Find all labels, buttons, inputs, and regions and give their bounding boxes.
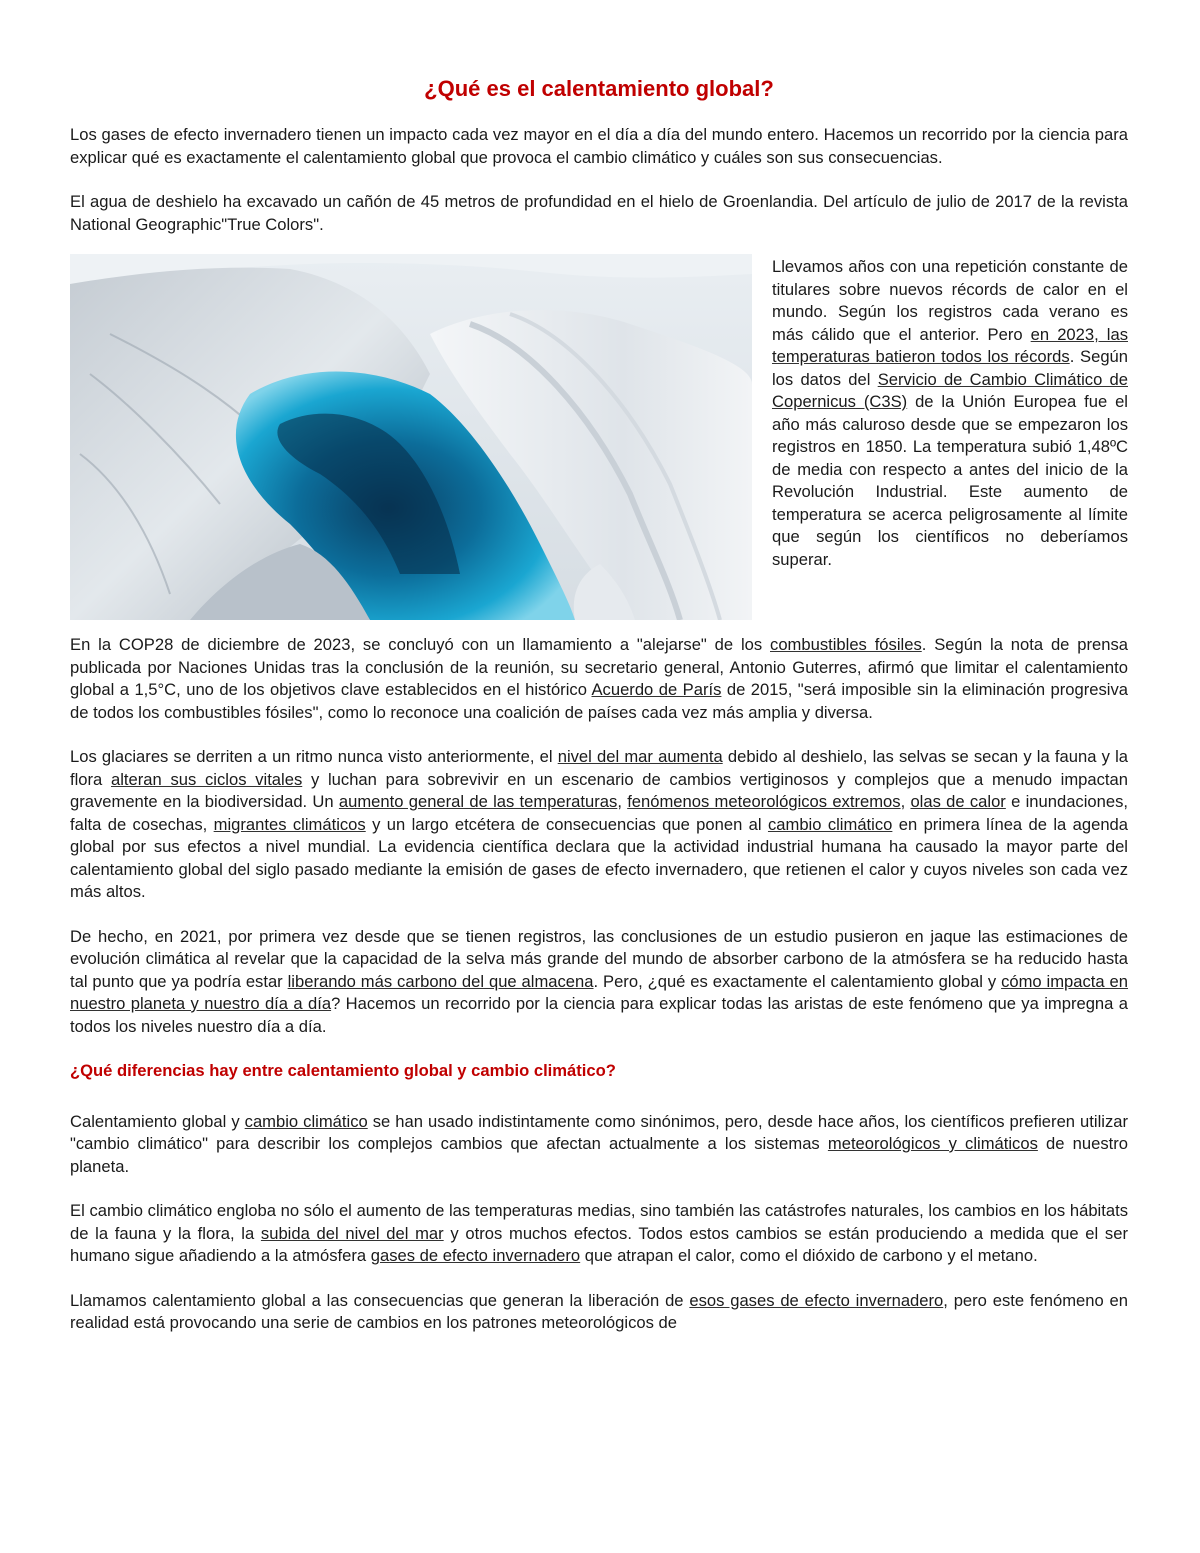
image-caption: El agua de deshielo ha excavado un cañón de 45 metros de profundidad en el hielo de Groenlandia. Del artículo de julio de 2017 de la revista National Geographic"True Colors". (70, 192, 1128, 234)
llamamos-paragraph (70, 1290, 1128, 1335)
link-migrantes-climaticos[interactable]: migrantes climáticos (213, 814, 366, 834)
text: y luchan para sobrevivir en un escenario de cambios vertiginosos y complejos que a menudo impactan gravemente en la biodiversidad. Un (70, 769, 1129, 811)
link-gases-efecto-invernadero[interactable]: gases de efecto invernadero (370, 1246, 581, 1265)
side-text-1: Llevamos años con una repetición constante de titulares sobre nuevos récords de calor en el mundo. Según los registros cada verano es más cálido que el anterior. Pero (772, 257, 1128, 344)
image-and-text-block (70, 254, 1128, 620)
side-text-2: . Según los datos del (772, 347, 1128, 389)
text: de 2015, "será imposible sin la eliminación progresiva de todos los combustibles fósiles", como lo reconoce una coalición de países cada vez más amplia y diversa. (70, 680, 1129, 722)
text: . Pero, ¿qué es exactamente el calentamiento global y (593, 971, 1002, 991)
link-liberando-carbono[interactable]: liberando más carbono del que almacena (287, 971, 594, 991)
text: e inundaciones, falta de cosechas, (70, 792, 1128, 834)
section-heading: ¿Qué diferencias hay entre calentamiento global y cambio climático? (70, 1061, 616, 1080)
link-acuerdo-paris[interactable]: Acuerdo de París (591, 680, 722, 699)
link-ciclos-vitales[interactable]: alteran sus ciclos vitales (111, 769, 303, 789)
text: Los glaciares se derriten a un ritmo nunca visto anteriormente, el (70, 747, 558, 766)
greenland-ice-canyon-image (70, 254, 752, 620)
text: debido al deshielo, las selvas se secan y la fauna y la flora (70, 747, 1128, 789)
hecho-paragraph (70, 926, 1128, 1039)
text: y otros muchos efectos. Todos estos cambios se están produciendo a medida que el ser humano sigue añadiendo a la atmósfera (70, 1223, 1128, 1265)
diferencias-paragraph (70, 1111, 1128, 1179)
engloba-paragraph (70, 1200, 1128, 1268)
text: El cambio climático engloba no sólo el aumento de las temperaturas medias, sino también las catástrofes naturales, los cambios en los hábitats de la fauna y la flora, la (70, 1201, 1128, 1243)
text: de nuestro planeta. (70, 1134, 1128, 1176)
cop28-paragraph (70, 634, 1128, 724)
link-cambio-climatico[interactable]: cambio climático (767, 814, 893, 834)
link-esos-gases[interactable]: esos gases de efecto invernadero (689, 1290, 944, 1310)
link-temperaturas-records[interactable]: en 2023, las temperaturas batieron todos los récords (772, 324, 1128, 366)
link-fenomenos-extremos[interactable]: fenómenos meteorológicos extremos (627, 792, 901, 811)
text: en primera línea de la agenda global por sus efectos a nivel mundial. La evidencia científica declara que la actividad industrial humana ha causado la mayor parte del calentamiento global del siglo pasado mediante la emisión de gases de efecto invernadero, que retienen el calor y cuyos niveles son cada vez más altos. (70, 814, 1129, 901)
link-nivel-mar[interactable]: nivel del mar aumenta (557, 747, 723, 766)
link-copernicus[interactable]: Servicio de Cambio Climático de Copernicus (C3S) (772, 369, 1128, 411)
text: se han usado indistintamente como sinónimos, pero, desde hace años, los científicos prefieren utilizar "cambio climático" para describir los complejos cambios que afectan actualmente a los sistemas (70, 1111, 1128, 1153)
link-subida-nivel-mar[interactable]: subida del nivel del mar (260, 1223, 444, 1243)
text: , (617, 792, 628, 811)
link-cambio-climatico-2[interactable]: cambio climático (244, 1111, 368, 1131)
text: Calentamiento global y (70, 1111, 245, 1131)
link-meteorologicos-climaticos[interactable]: meteorológicos y climáticos (827, 1134, 1038, 1153)
text: De hecho, en 2021, por primera vez desde que se tienen registros, las conclusiones de un estudio pusieron en jaque las estimaciones de evolución climática al revelar que la capacidad de la selva más grande del mundo de absorber carbono de la atmósfera se ha reducido hasta tal punto que ya podría estar (70, 926, 1128, 991)
side-text-3: de la Unión Europea fue el año más caluroso desde que se empezaron los registros en 1850. La temperatura subió 1,48ºC de media con respecto a antes del inicio de la Revolución Industrial. Este aumento de temperatura se acerca peligrosamente al límite que según los científicos no deberíamos superar. (772, 392, 1128, 569)
text: y un largo etcétera de consecuencias que ponen al (365, 814, 768, 834)
link-olas-calor[interactable]: olas de calor (910, 792, 1006, 811)
text: , (900, 792, 911, 811)
text: ? Hacemos un recorrido por la ciencia para explicar todas las aristas de este fenómeno que ya impregna a todos los niveles nuestro día a día. (70, 994, 1128, 1036)
text: . Según la nota de prensa publicada por Naciones Unidas tras la conclusión de la reunión, su secretario general, Antonio Guterres, afirmó que limitar el calentamiento global a 1,5°C, uno de los objetivos clave establecidos en el histórico (70, 635, 1128, 699)
link-como-impacta[interactable]: cómo impacta en nuestro planeta y nuestro día a día (70, 971, 1129, 1013)
text: En la COP28 de diciembre de 2023, se concluyó con un llamamiento a "alejarse" de los (70, 635, 771, 654)
link-combustibles-fosiles[interactable]: combustibles fósiles (770, 635, 922, 654)
intro-paragraph: Los gases de efecto invernadero tienen un impacto cada vez mayor en el día a día del mundo entero. Hacemos un recorrido por la ciencia para explicar qué es exactamente el calentamiento global que provoca el cambio climático y cuáles son sus consecuencias. (70, 125, 1128, 167)
link-aumento-temperaturas[interactable]: aumento general de las temperaturas (338, 792, 618, 811)
page-title: ¿Qué es el calentamiento global? (424, 76, 774, 101)
text: Llamamos calentamiento global a las consecuencias que generan la liberación de (70, 1290, 690, 1310)
glaciares-paragraph (70, 746, 1128, 904)
text: que atrapan el calor, como el dióxido de carbono y el metano. (580, 1246, 1038, 1265)
text: , pero este fenómeno en realidad está provocando una serie de cambios en los patrones meteorológicos de (70, 1290, 1128, 1332)
